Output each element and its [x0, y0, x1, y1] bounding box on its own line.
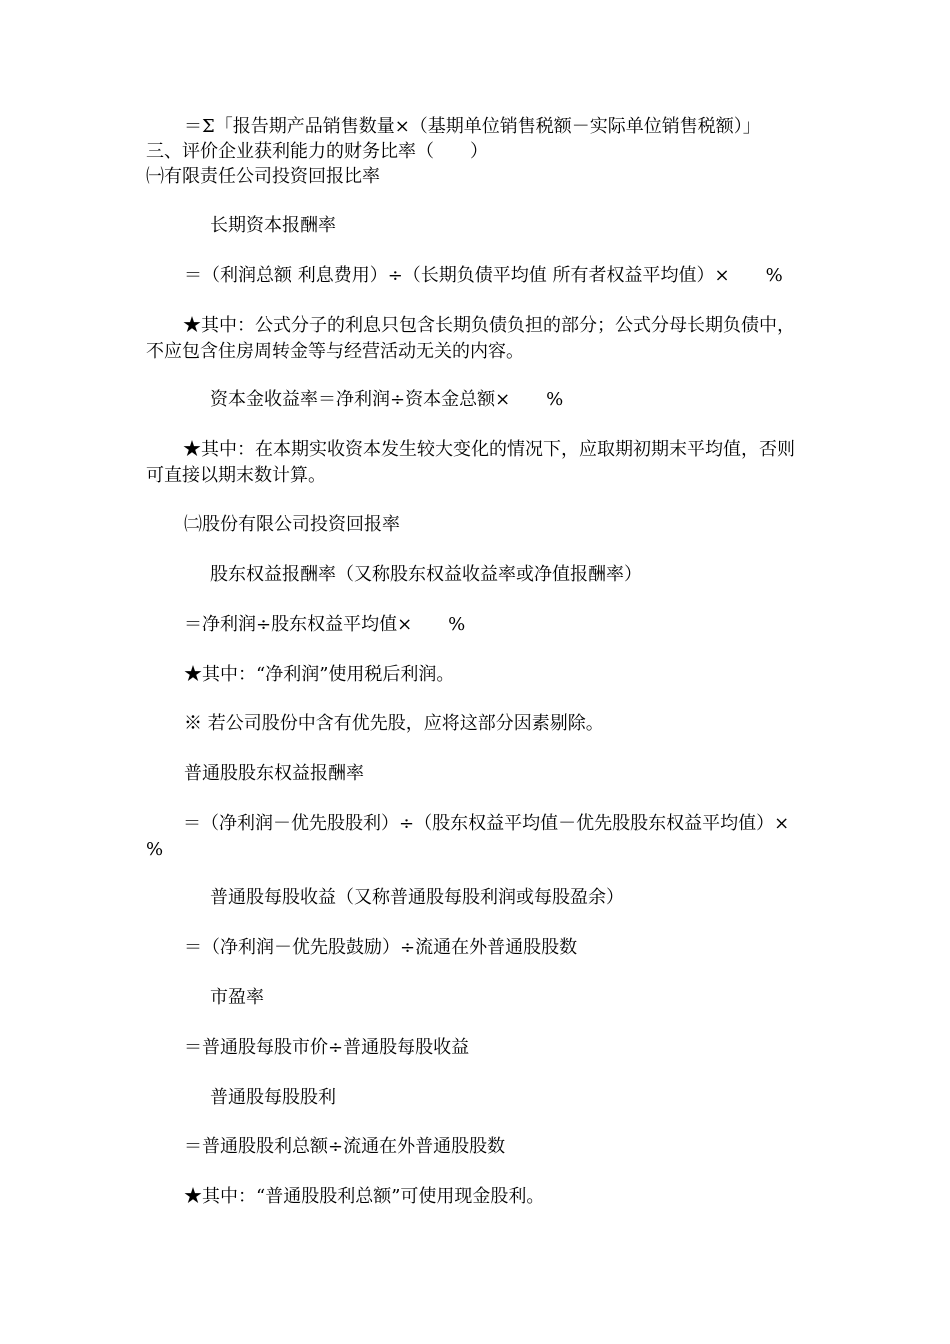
formula-line: ＝Σ「报告期产品销售数量×（基期单位销售税额－实际单位销售税额）」	[184, 116, 761, 137]
formula-line: 资本金收益率＝净利润÷资本金总额× %	[210, 389, 564, 410]
term-heading: 股东权益报酬率（又称股东权益收益率或净值报酬率）	[210, 564, 642, 585]
note-line: ★其中：“净利润”使用税后利润。	[184, 664, 455, 685]
term-heading: 普通股每股股利	[210, 1087, 336, 1108]
section-heading: 三、评价企业获利能力的财务比率（ ）	[146, 141, 488, 162]
formula-line: ＝普通股股利总额÷流通在外普通股股数	[184, 1136, 506, 1157]
formula-line: ＝（净利润－优先股鼓励）÷流通在外普通股股数	[184, 937, 578, 958]
formula-line: ＝普通股每股市价÷普通股每股收益	[184, 1037, 470, 1058]
term-heading: 市盈率	[210, 987, 264, 1008]
formula-paragraph: ＝（净利润－优先股股利）÷（股东权益平均值－优先股股东权益平均值）× %	[146, 813, 826, 860]
note-line: ★其中：“普通股股利总额”可使用现金股利。	[184, 1186, 545, 1207]
formula-line: ＝（利润总额 利息费用）÷（长期负债平均值 所有者权益平均值）× %	[184, 265, 783, 286]
formula-line: ＝净利润÷股东权益平均值× %	[184, 614, 466, 635]
term-heading: 普通股股东权益报酬率	[184, 763, 364, 784]
term-heading: 普通股每股收益（又称普通股每股利润或每股盈余）	[210, 887, 624, 908]
term-heading: 长期资本报酬率	[210, 215, 336, 236]
note-paragraph: ★其中：公式分子的利息只包含长期负债负担的部分；公式分母长期负债中，不应包含住房周转金等与经营活动无关的内容。	[146, 315, 795, 362]
subsection-heading: ㈠有限责任公司投资回报比率	[146, 166, 380, 187]
note-line: ※ 若公司股份中含有优先股，应将这部分因素剔除。	[184, 713, 604, 734]
subsection-heading: ㈡股份有限公司投资回报率	[184, 514, 400, 535]
note-paragraph: ★其中：在本期实收资本发生较大变化的情况下，应取期初期末平均值，否则可直接以期末数计算。	[146, 439, 795, 486]
